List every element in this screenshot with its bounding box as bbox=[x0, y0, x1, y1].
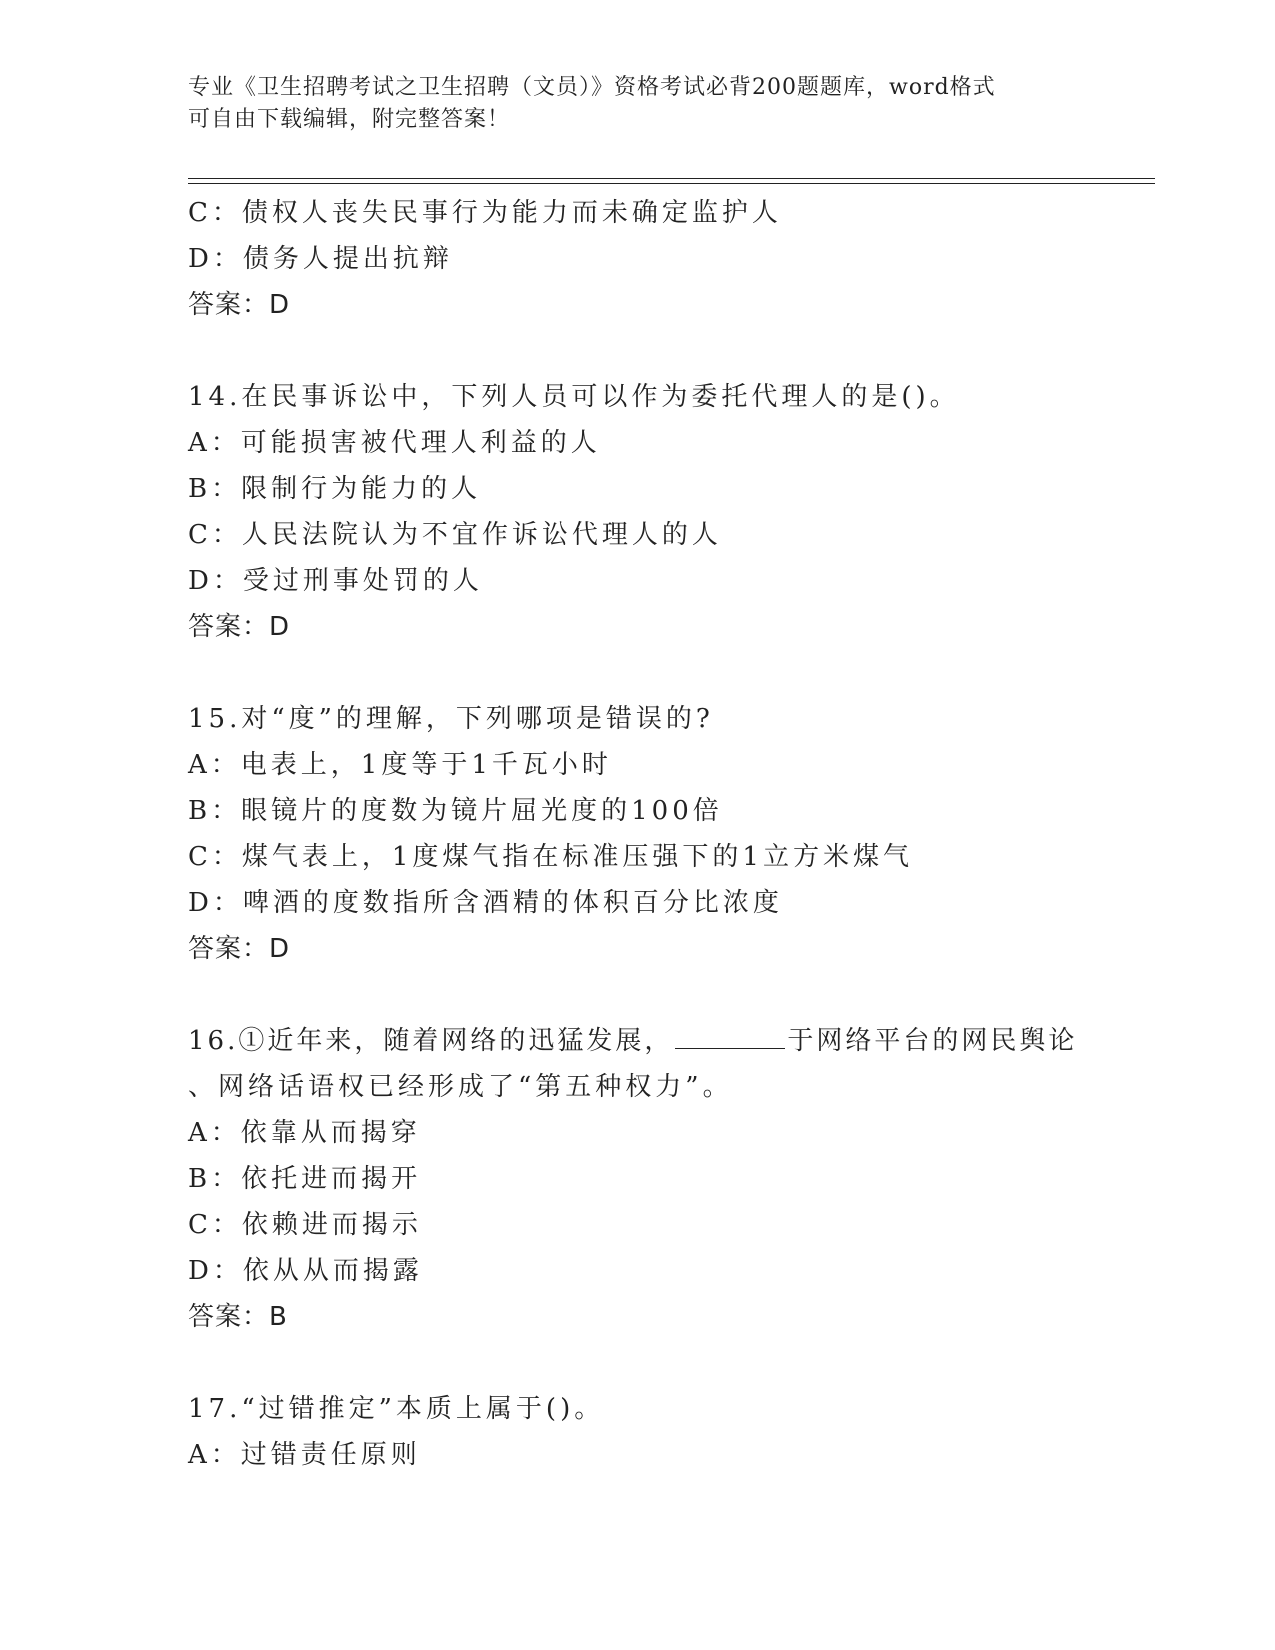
fill-in-blank bbox=[675, 1022, 785, 1049]
option-c: C：人民法院认为不宜作诉讼代理人的人 bbox=[188, 520, 722, 550]
option-d: D：受过刑事处罚的人 bbox=[188, 566, 483, 596]
answer: 答案：D bbox=[188, 290, 291, 320]
option-c: C：债权人丧失民事行为能力而未确定监护人 bbox=[188, 198, 782, 228]
header-rule-top bbox=[188, 178, 1155, 179]
question-text-line2: 、网络话语权已经形成了“第五种权力”。 bbox=[188, 1072, 733, 1102]
question-list bbox=[188, 190, 1088, 1478]
question-text-part2: 于网络平台的网民舆论 bbox=[787, 1026, 1078, 1056]
question-text: 17.“过错推定”本质上属于()。 bbox=[188, 1394, 605, 1424]
option-b: B：眼镜片的度数为镜片屈光度的100倍 bbox=[188, 796, 723, 826]
option-d: D：啤酒的度数指所含酒精的体积百分比浓度 bbox=[188, 888, 783, 918]
option-a: A：电表上，1度等于1千瓦小时 bbox=[188, 750, 612, 780]
answer: 答案：D bbox=[188, 934, 291, 964]
question-text: 15.对“度”的理解，下列哪项是错误的? bbox=[188, 704, 714, 734]
answer: 答案：D bbox=[188, 612, 291, 642]
question-text-line1 bbox=[188, 1018, 1088, 1064]
question-13-continued bbox=[188, 190, 1088, 328]
option-a: A：依靠从而揭穿 bbox=[188, 1118, 421, 1148]
document-header bbox=[188, 72, 1088, 136]
option-d: D：债务人提出抗辩 bbox=[188, 244, 453, 274]
question-text-part1: 16.①近年来，随着网络的迅猛发展， bbox=[188, 1026, 674, 1056]
question-17 bbox=[188, 1386, 1088, 1478]
header-title-line1: 专业《卫生招聘考试之卫生招聘（文员）》资格考试必背200题题库，word格式 bbox=[188, 75, 996, 100]
question-text: 14.在民事诉讼中，下列人员可以作为委托代理人的是()。 bbox=[188, 382, 960, 412]
option-c: C：煤气表上，1度煤气指在标准压强下的1立方米煤气 bbox=[188, 842, 913, 872]
option-b: B：依托进而揭开 bbox=[188, 1164, 422, 1194]
option-c: C：依赖进而揭示 bbox=[188, 1210, 422, 1240]
option-b: B：限制行为能力的人 bbox=[188, 474, 482, 504]
option-a: A：可能损害被代理人利益的人 bbox=[188, 428, 601, 458]
question-15 bbox=[188, 696, 1088, 972]
question-16 bbox=[188, 1018, 1088, 1340]
header-title-line2: 可自由下载编辑，附完整答案！ bbox=[188, 107, 511, 132]
answer: 答案：B bbox=[188, 1302, 288, 1332]
option-d: D：依从从而揭露 bbox=[188, 1256, 423, 1286]
question-14 bbox=[188, 374, 1088, 650]
header-rule-bottom bbox=[188, 183, 1155, 184]
option-a: A：过错责任原则 bbox=[188, 1440, 421, 1470]
